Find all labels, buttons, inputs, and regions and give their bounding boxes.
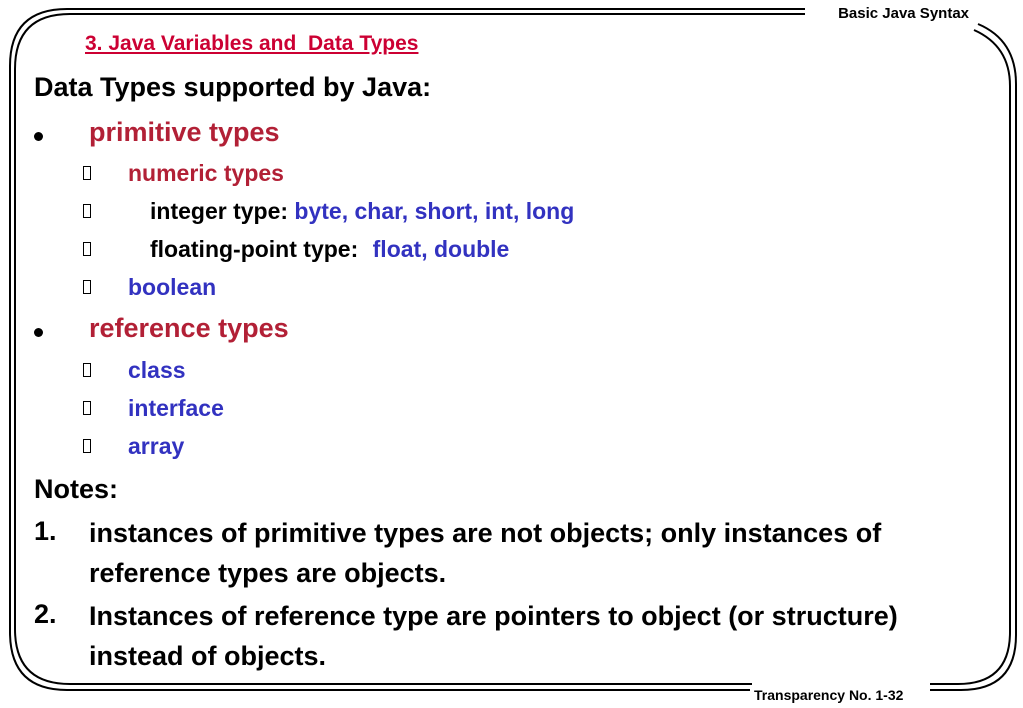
- floating-point-type-label: floating-point type:: [150, 236, 359, 262]
- square-bullet-icon: [83, 401, 91, 415]
- boolean-label: boolean: [128, 274, 217, 300]
- reference-item-array: array: [128, 433, 185, 459]
- reference-item-class: class: [128, 357, 186, 383]
- slide-title: 3. Java Variables and Data Types: [85, 32, 419, 55]
- floating-point-type-values: float, double: [372, 236, 510, 262]
- square-bullet-icon: [83, 363, 91, 377]
- reference-item-interface: interface: [128, 395, 224, 421]
- square-bullet-icon: [83, 204, 91, 218]
- bullet-dot-icon: [34, 132, 43, 141]
- notes-heading: Notes:: [34, 474, 119, 504]
- floating-point-type-line: [150, 236, 509, 263]
- note-number: 2.: [34, 599, 57, 629]
- note-text: Instances of reference type are pointers to object (or structure) instead of objects.: [89, 601, 898, 671]
- square-bullet-icon: [83, 166, 91, 180]
- section-heading: Data Types supported by Java:: [34, 72, 432, 102]
- bullet-dot-icon: [34, 328, 43, 337]
- square-bullet-icon: [83, 242, 91, 256]
- primitive-types-label: primitive types: [89, 117, 280, 147]
- integer-type-line: [150, 198, 574, 225]
- numeric-types-label: numeric types: [128, 160, 284, 186]
- reference-types-label: reference types: [89, 313, 289, 343]
- integer-type-values: byte, char, short, int, long: [294, 198, 575, 224]
- header-label: Basic Java Syntax: [834, 5, 973, 23]
- note-number: 1.: [34, 516, 57, 546]
- note-text: instances of primitive types are not objects; only instances of reference types are objects.: [89, 518, 882, 588]
- square-bullet-icon: [83, 280, 91, 294]
- square-bullet-icon: [83, 439, 91, 453]
- footer-label: Transparency No. 1-32: [750, 686, 907, 704]
- integer-type-label: integer type:: [150, 198, 289, 224]
